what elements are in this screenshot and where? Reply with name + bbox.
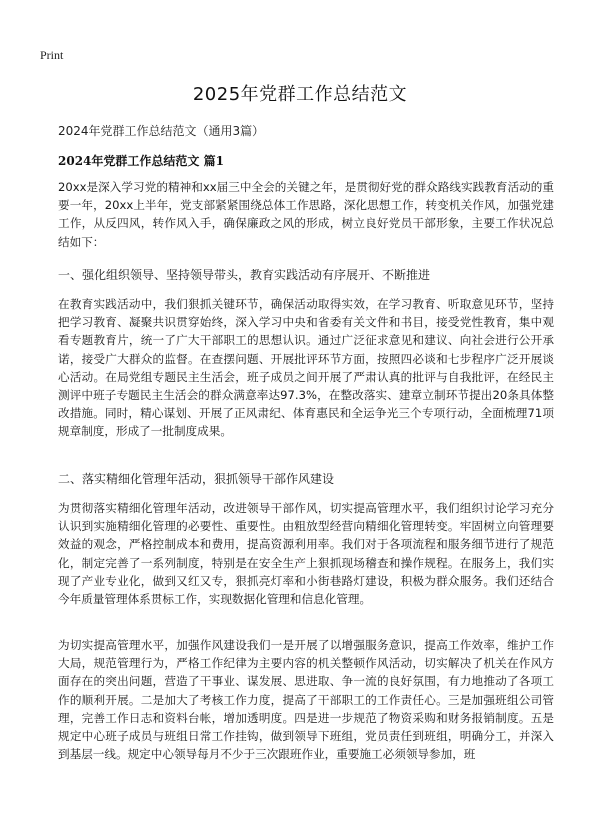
page-title: 2025年党群工作总结范文 [192,84,408,105]
section-2-paragraph-1: 为贯彻落实精细化管理年活动，改进领导干部作风，切实提高管理水平，我们组织讨论学习充分认识到实施精细化管理的必要性、重要性。由粗放型经营向精细化管理转变。牢固树立向管理要效益的观念，严格控制成本和费用，提高资源利用率。我们对于各项流程和服务细节进行了规范化，制定完善了一系列制度，特别是在安全生产上狠抓现场稽查和操作规程。在服务上，我们实现了产业专业化，做到又红又专，狠抓亮灯率和小街巷路灯建设，积极为群众服务。我们还结合今年质量管理体系贯标工作，实现数据化管理和信息化管理。 [58,501,554,607]
section-heading-1: 一、强化组织领导、坚持领导带头，教育实践活动有序展开、不断推进 [58,268,431,282]
section-1-paragraph: 在教育实践活动中，我们狠抓关键环节，确保活动取得实效，在学习教育、听取意见环节，坚持把学习教育、凝聚共识贯穿始终，深入学习中央和省委有关文件和书目，接受党性教育，集中观看专题教育片，统一了广大干部职工的思想认识。通过广泛征求意见和建议、向社会进行公开承诺，接受广大群众的监督。在查摆问题、开展批评环节方面，按照四必谈和七步程序广泛开展谈心活动。在局党组专题民主生活会，班子成员之间开展了严肃认真的批评与自我批评，在经民主测评中班子专题民主生活会的群众满意率达97.3%，在整改落实、建章立制环节提出20条具体整改措施。同时，精心谋划、开展了正风肃纪、体育惠民和全运争光三个专项行动，全面梳理71项规章制度，形成了一批制度成果。 [58,297,554,439]
section-heading-2: 二、落实精细化管理年活动，狠抓领导干部作风建设 [58,472,335,486]
document-subtitle: 2024年党群工作总结范文（通用3篇） [58,124,265,138]
section-2-paragraph-2: 为切实提高管理水平，加强作风建设我们一是开展了以增强服务意识，提高工作效率，维护工作大局，规范管理行为，严格工作纪律为主要内容的机关整顿作风活动，切实解决了机关在作风方面存在的突出问题，营造了干事业、谋发展、思进取、争一流的良好氛围，有力地推动了各项工作的顺利开展。二是加大了考核工作力度，提高了干部职工的工作责任心。三是加强班组公司管理，完善工作日志和资料台帐，增加透明度。四是进一步规范了物资采购和财务报销制度。五是规定中心班子成员与班组日常工作挂钩，做到领导下班组，党员责任到班组，明确分工，并深入到基层一线。规定中心领导每月不少于三次跟班作业，重要施工必须领导参加，班 [58,638,554,762]
article-heading: 2024年党群工作总结范文 篇1 [58,154,224,168]
print-link[interactable]: Print [40,48,64,62]
intro-paragraph: 20xx是深入学习党的精神和xx届三中全会的关键之年，是贯彻好党的群众路线实践教育活动的重要一年，20xx上半年，党支部紧紧围绕总体工作思路，深化思想工作，转变机关作风，加强党建工作，从反四风，转作风入手，确保廉政之风的形成，树立良好党员干部形象，主要工作状况总结如下： [58,180,554,249]
